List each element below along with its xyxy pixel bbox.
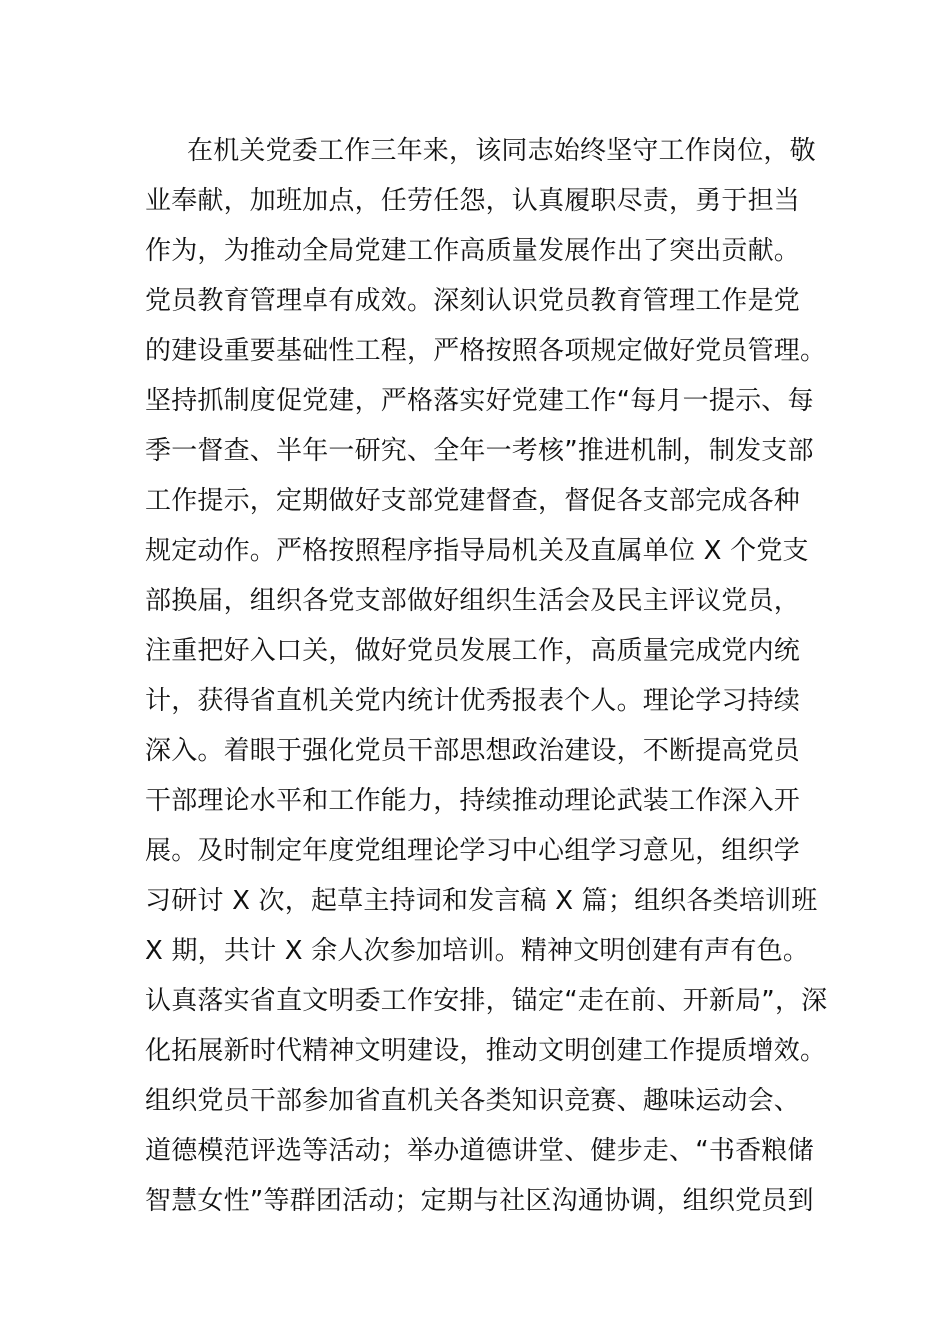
text-line: 业奉献，加班加点，任劳任怨，认真履职尽责，勇于担当 bbox=[145, 186, 801, 216]
text-line: 作为，为推动全局党建工作高质量发展作出了突出贡献。 bbox=[145, 236, 801, 266]
text-line: 的建设重要基础性工程，严格按照各项规定做好党员管理。 bbox=[145, 336, 827, 366]
text-line: 季一督查、半年一研究、全年一考核”推进机制，制发支部 bbox=[145, 436, 814, 466]
text-line: 组织党员干部参加省直机关各类知识竞赛、趣味运动会、 bbox=[145, 1086, 801, 1116]
body-text bbox=[145, 126, 828, 1226]
text-line: 干部理论水平和工作能力，持续推动理论武装工作深入开 bbox=[145, 786, 801, 816]
text-line: 工作提示，定期做好支部党建督查，督促各支部完成各种 bbox=[145, 486, 801, 516]
text-line: 习研讨 X 次，起草主持词和发言稿 X 篇；组织各类培训班 bbox=[145, 886, 818, 916]
text-line: 计，获得省直机关党内统计优秀报表个人。理论学习持续 bbox=[145, 686, 801, 716]
text-line: 注重把好入口关，做好党员发展工作，高质量完成党内统 bbox=[145, 636, 801, 666]
text-line: 深入。着眼于强化党员干部思想政治建设，不断提高党员 bbox=[145, 736, 801, 766]
text-line: 智慧女性”等群团活动；定期与社区沟通协调，组织党员到 bbox=[145, 1186, 814, 1216]
text-line: 在机关党委工作三年来，该同志始终坚守工作岗位，敬 bbox=[187, 136, 816, 166]
text-line: X 期，共计 X 余人次参加培训。精神文明创建有声有色。 bbox=[145, 936, 810, 966]
text-line: 展。及时制定年度党组理论学习中心组学习意见，组织学 bbox=[145, 836, 801, 866]
text-line: 坚持抓制度促党建，严格落实好党建工作“每月一提示、每 bbox=[145, 386, 814, 416]
text-line: 规定动作。严格按照程序指导局机关及直属单位 X 个党支 bbox=[145, 536, 809, 566]
text-line: 部换届，组织各党支部做好组织生活会及民主评议党员， bbox=[145, 586, 801, 616]
text-line: 党员教育管理卓有成效。深刻认识党员教育管理工作是党 bbox=[145, 286, 801, 316]
text-line: 道德模范评选等活动；举办道德讲堂、健步走、“书香粮储 bbox=[145, 1136, 814, 1166]
text-line: 化拓展新时代精神文明建设，推动文明创建工作提质增效。 bbox=[145, 1036, 827, 1066]
text-line: 认真落实省直文明委工作安排，锚定“走在前、开新局”，深 bbox=[145, 986, 828, 1016]
